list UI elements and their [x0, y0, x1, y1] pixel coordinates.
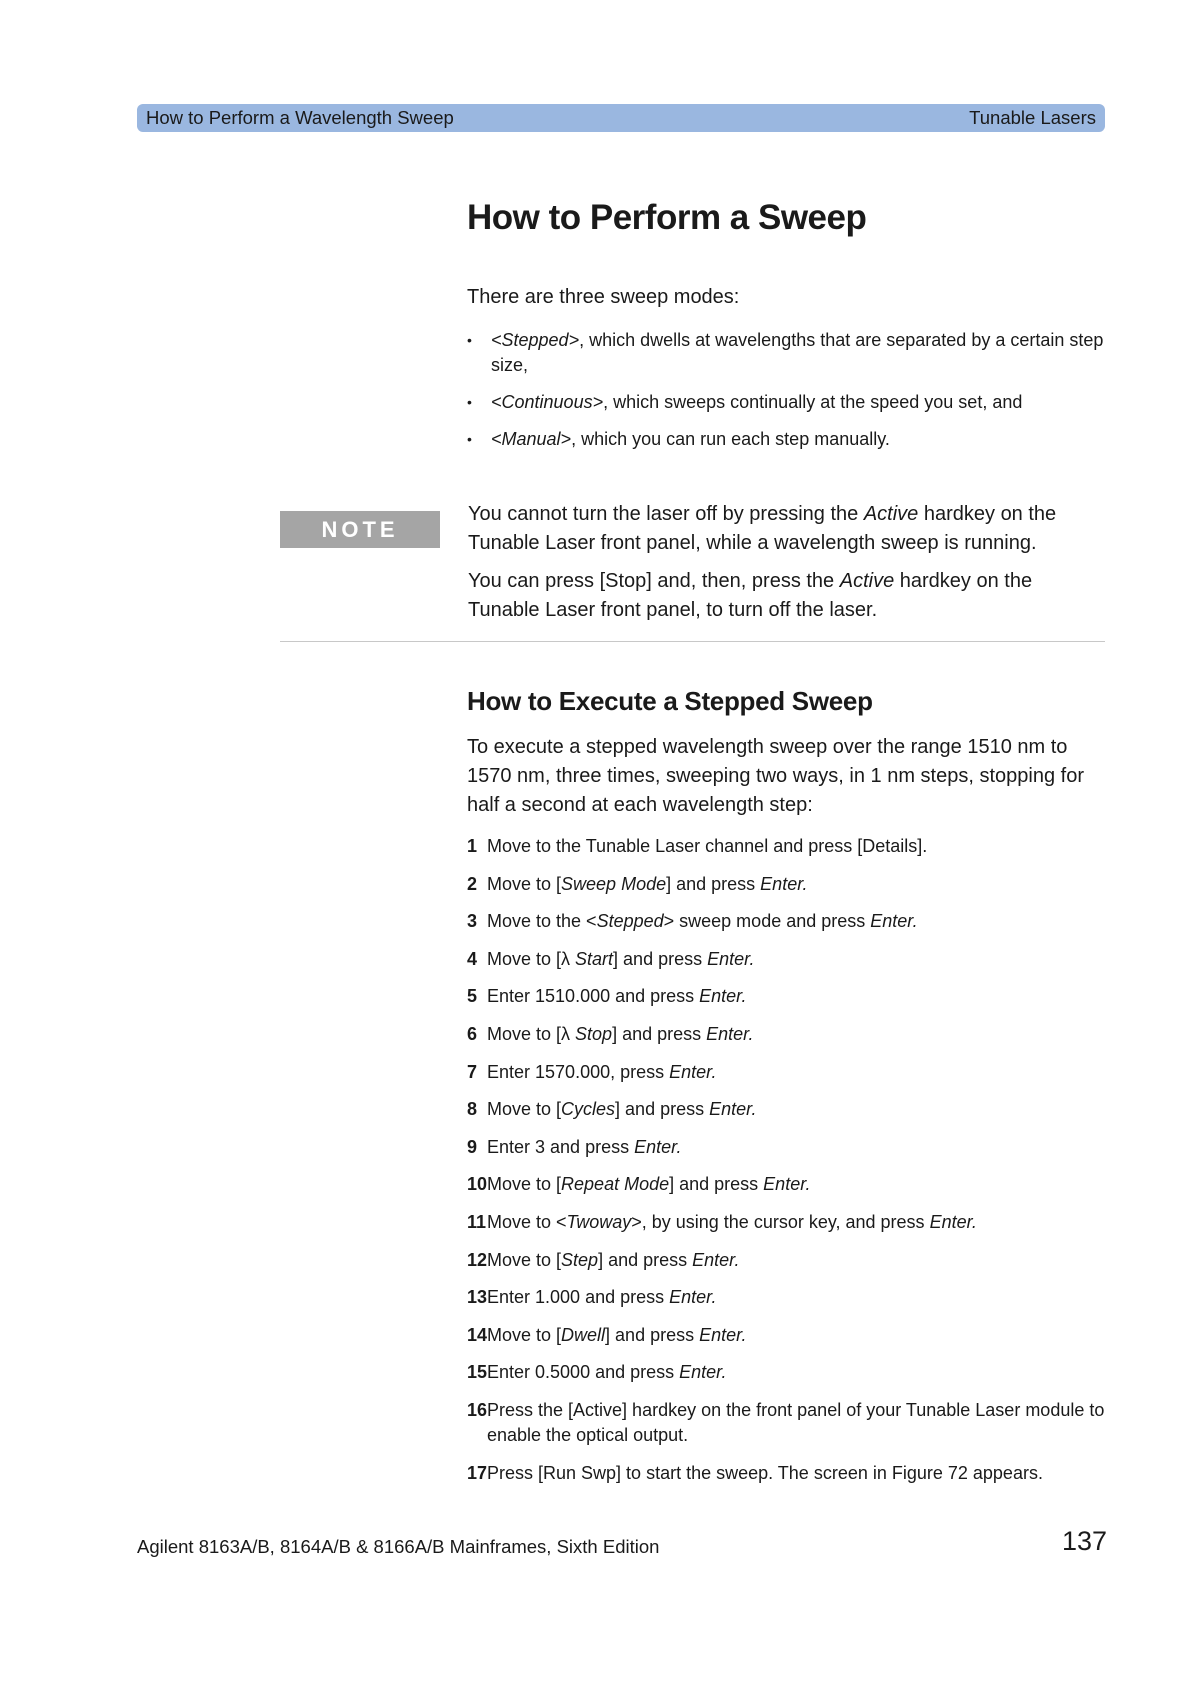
- step-number: 7: [467, 1061, 478, 1082]
- step-term: Dwell: [561, 1324, 606, 1345]
- step-number: 3: [467, 911, 478, 932]
- step-number: 14: [467, 1324, 488, 1345]
- step-number: 16: [467, 1399, 488, 1420]
- step-item: [467, 1461, 1107, 1486]
- step-number: 1: [467, 836, 478, 856]
- step-text: Enter 1.000 and press: [487, 1287, 670, 1308]
- list-item: [467, 390, 1107, 415]
- step-text: Press the [Active] hardkey on the front panel of your Tunable Laser module to enable the optical output.: [487, 1399, 1105, 1445]
- page-title: How to Perform a Sweep: [467, 198, 867, 237]
- step-text: Move to the <: [487, 911, 597, 932]
- bullet-icon: •: [467, 431, 472, 447]
- note-paragraph: [468, 500, 1108, 558]
- note-key-name: Active: [863, 503, 919, 525]
- step-text: ] and press: [612, 1023, 707, 1044]
- step-text: ] and press: [598, 1249, 693, 1270]
- step-item: [467, 1398, 1107, 1448]
- step-text: >, by using the cursor key, and press: [631, 1211, 930, 1232]
- note-label: NOTE: [280, 511, 440, 548]
- list-item: [467, 328, 1107, 378]
- mode-description: , which you can run each step manually.: [571, 429, 890, 449]
- steps-list: [467, 834, 1107, 1498]
- step-term: Enter.: [870, 911, 918, 932]
- step-item: [467, 1323, 1107, 1348]
- step-text: Move to [: [487, 1324, 562, 1345]
- step-term: Enter.: [760, 873, 808, 894]
- footer-manual-title: Agilent 8163A/B, 8164A/B & 8166A/B Mainframes, Sixth Edition: [137, 1536, 660, 1557]
- step-item: [467, 834, 1107, 859]
- mode-description: , which sweeps continually at the speed you set, and: [603, 392, 1023, 412]
- bullet-icon: •: [467, 394, 472, 410]
- note-paragraph: [468, 567, 1108, 625]
- section-intro: To execute a stepped wavelength sweep over the range 1510 nm to 1570 nm, three times, sweeping two ways, in 1 nm steps, stopping for half a second at each wavelength step:: [467, 736, 1084, 816]
- step-term: Enter.: [929, 1211, 977, 1232]
- step-term: Stop: [575, 1023, 613, 1044]
- step-number: 15: [467, 1362, 488, 1383]
- step-item: [467, 1097, 1107, 1122]
- mode-name: <Manual>: [491, 429, 572, 449]
- note-text: hardkey on the Tunable Laser front panel, to turn off the laser.: [468, 570, 1033, 621]
- step-text: Move to [λ: [487, 948, 576, 969]
- header-section-title: How to Perform a Wavelength Sweep: [146, 107, 454, 128]
- step-term: Enter.: [634, 1136, 682, 1157]
- step-item: [467, 909, 1107, 934]
- list-item: [467, 427, 1107, 452]
- sweep-modes-list: [467, 328, 1107, 464]
- step-number: 6: [467, 1023, 478, 1044]
- step-text: Move to [: [487, 1174, 562, 1195]
- step-term: Enter.: [679, 1362, 727, 1383]
- step-term: Cycles: [561, 1099, 616, 1120]
- step-item: [467, 1172, 1107, 1197]
- step-number: 9: [467, 1136, 478, 1157]
- step-item: [467, 1360, 1107, 1385]
- note-text: You can press [Stop] and, then, press the: [468, 570, 840, 592]
- step-term: Enter.: [709, 1099, 757, 1120]
- step-term: Enter.: [699, 1324, 747, 1345]
- step-number: 11: [467, 1211, 487, 1232]
- intro-text: There are three sweep modes:: [467, 286, 740, 308]
- step-text: Move to [: [487, 873, 562, 894]
- step-number: 4: [467, 948, 478, 969]
- step-item: [467, 984, 1107, 1009]
- step-term: Stepped: [596, 911, 664, 932]
- header-chapter-title: Tunable Lasers: [969, 107, 1096, 128]
- step-item: [467, 1060, 1107, 1085]
- section-title: How to Execute a Stepped Sweep: [467, 686, 873, 716]
- step-number: 10: [467, 1174, 488, 1195]
- step-text: ] and press: [669, 1174, 764, 1195]
- step-term: Start: [575, 948, 614, 969]
- step-number: 12: [467, 1249, 488, 1270]
- step-term: Step: [561, 1249, 599, 1270]
- step-text: Move to [: [487, 1249, 562, 1270]
- bullet-icon: •: [467, 332, 472, 348]
- step-text: Move to [λ: [487, 1023, 576, 1044]
- step-text: Enter 1570.000, press: [487, 1061, 670, 1082]
- step-term: Enter.: [706, 1023, 754, 1044]
- step-text: Enter 3 and press: [487, 1136, 635, 1157]
- note-body: [468, 500, 1108, 634]
- note-text: You cannot turn the laser off by pressing the: [468, 503, 864, 525]
- step-text: Move to [: [487, 1099, 562, 1120]
- page-number: 137: [1061, 1526, 1107, 1556]
- step-item: [467, 1248, 1107, 1273]
- note-text: hardkey on the Tunable Laser front panel, while a wavelength sweep is running.: [468, 503, 1057, 554]
- step-number: 2: [467, 873, 478, 894]
- step-term: Enter.: [669, 1287, 717, 1308]
- step-number: 17: [467, 1462, 488, 1483]
- note-key-name: Active: [839, 570, 895, 592]
- mode-name: <Continuous>: [491, 392, 604, 412]
- step-number: 5: [467, 986, 478, 1007]
- mode-description: , which dwells at wavelengths that are separated by a certain step size,: [491, 330, 1104, 375]
- step-item: [467, 947, 1107, 972]
- step-term: Enter.: [669, 1061, 717, 1082]
- step-text: Move to <: [487, 1211, 567, 1232]
- step-text: ] and press: [666, 873, 761, 894]
- step-text: ] and press: [605, 1324, 700, 1345]
- step-text: ] and press: [613, 948, 708, 969]
- step-text: Press [Run Swp] to start the sweep. The screen in Figure 72 appears.: [487, 1462, 1043, 1483]
- step-term: Enter.: [707, 948, 755, 969]
- mode-name: <Stepped>: [491, 330, 580, 350]
- step-text: Move to the Tunable Laser channel and press [Details].: [487, 836, 928, 856]
- step-term: Sweep Mode: [561, 873, 667, 894]
- step-term: Enter.: [692, 1249, 740, 1270]
- step-number: 8: [467, 1099, 478, 1120]
- step-term: Enter.: [763, 1174, 811, 1195]
- step-text: ] and press: [615, 1099, 710, 1120]
- step-text: > sweep mode and press: [663, 911, 871, 932]
- step-item: [467, 1135, 1107, 1160]
- step-item: [467, 872, 1107, 897]
- note-divider: [280, 641, 1105, 642]
- step-item: [467, 1285, 1107, 1310]
- step-item: [467, 1210, 1107, 1235]
- step-text: Enter 1510.000 and press: [487, 986, 700, 1007]
- running-header: [137, 104, 1105, 132]
- step-number: 13: [467, 1287, 488, 1308]
- step-text: Enter 0.5000 and press: [487, 1362, 680, 1383]
- step-item: [467, 1022, 1107, 1047]
- step-term: Twoway: [566, 1211, 632, 1232]
- step-term: Repeat Mode: [561, 1174, 670, 1195]
- step-term: Enter.: [699, 986, 747, 1007]
